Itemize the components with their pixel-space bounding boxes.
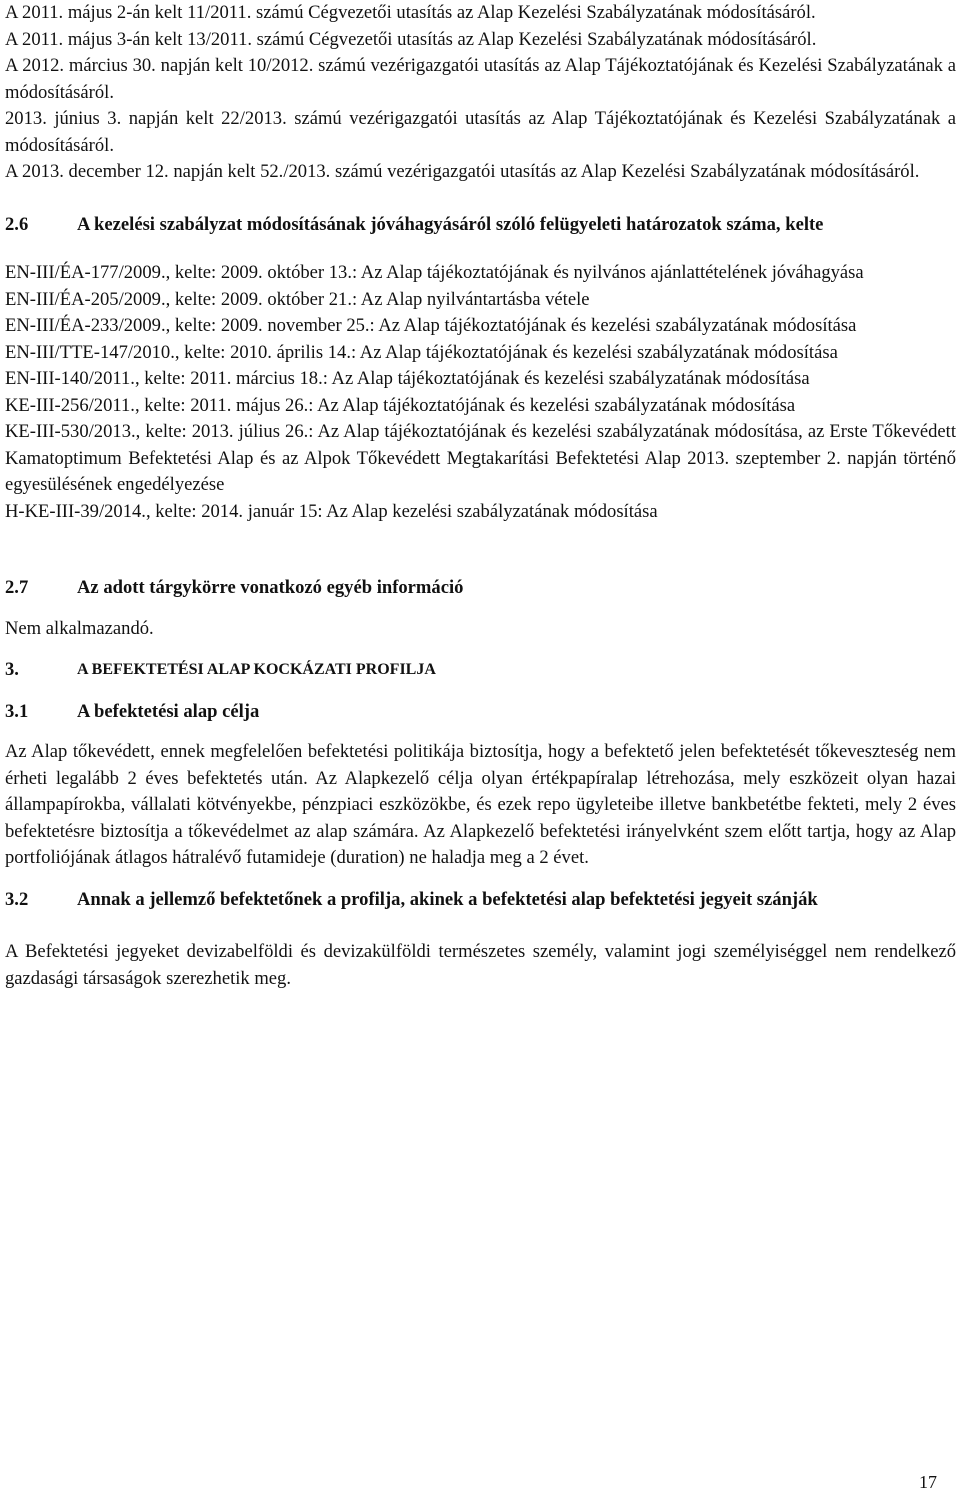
section-2-7-title: Az adott tárgykörre vonatkozó egyéb információ: [77, 577, 464, 598]
section-3-1-title: A befektetési alap célja: [77, 700, 260, 722]
approval-entry-1: EN-III/ÉA-177/2009., kelte: 2009. október 13.: Az Alap tájékoztatójának és nyilvános ajánlattételének jóváhagyása: [5, 262, 864, 283]
section-3-number: 3.: [5, 659, 19, 680]
section-2-6-heading: [5, 212, 956, 239]
intro-paragraph-5: A 2013. december 12. napján kelt 52./2013. számú vezérigazgatói utasítás az Alap Kezelési Szabályzatának módosításáról.: [5, 161, 920, 182]
section-3-heading: [5, 657, 956, 684]
page-number: 17: [919, 1472, 937, 1492]
intro-paragraph-1: A 2011. május 2-án kelt 11/2011. számú Cégvezetői utasítás az Alap Kezelési Szabályzatának módosításáról.: [5, 2, 816, 23]
section-3-2-body: A Befektetési jegyeket devizabelföldi és devizakülföldi természetes személy, valamint jogi személyiséggel nem rendelkező gazdasági társaságok szerezhetik meg.: [5, 941, 956, 989]
section-3-2-number: 3.2: [5, 888, 29, 910]
intro-paragraph-4: 2013. június 3. napján kelt 22/2013. számú vezérigazgatói utasítás az Alap Tájékoztatójának és Kezelési Szabályzatának a módosításáról.: [5, 108, 956, 156]
section-3-2-heading: [5, 887, 956, 914]
section-2-7-heading: [5, 575, 956, 602]
approval-entry-4: EN-III/TTE-147/2010., kelte: 2010. április 14.: Az Alap tájékoztatójának és kezelési szabályzatának módosítása: [5, 341, 838, 363]
intro-paragraph-2: A 2011. május 3-án kelt 13/2011. számú Cégvezetői utasítás az Alap Kezelési Szabályzatának módosításáról.: [5, 28, 817, 50]
section-3-1-number: 3.1: [5, 700, 29, 722]
section-2-6-number: 2.6: [5, 213, 29, 235]
section-3-title: A BEFEKTETÉSI ALAP KOCKÁZATI PROFILJA: [77, 661, 436, 678]
section-3-1-body: Az Alap tőkevédett, ennek megfelelően befektetési politikája biztosítja, hogy a befektető jelen befektetését tőkeveszteség nem érheti legalább 2 éves befektetés után. Az Alapkezelő célja olyan értékpapíralap létrehozása, mely eszközeit olyan hazai állampapírokba, vállalati kötvényekbe, pénzpiaci eszközökbe, és ezek repo ügyleteibe illetve bankbetétbe fekteti, mely 2 éves befektetésre biztosítja a tőkevédelmet az alap számára. Az Alapkezelő befektetési irányelvként szem előtt tartja, hogy az Alap portfoliójának átlagos hátralévő futamideje (duration) ne haladja meg a 2 évet.: [5, 741, 956, 868]
approval-entry-2: EN-III/ÉA-205/2009., kelte: 2009. október 21.: Az Alap nyilvántartásba vétele: [5, 288, 590, 310]
approval-entry-6: KE-III-256/2011., kelte: 2011. május 26.: Az Alap tájékoztatójának és kezelési szabályzatának módosítása: [5, 394, 796, 416]
section-3-2-title: Annak a jellemző befektetőnek a profilja, akinek a befektetési alap befektetési jegyeit szánják: [77, 888, 818, 910]
intro-paragraph-3: A 2012. március 30. napján kelt 10/2012. számú vezérigazgatói utasítás az Alap Tájékoztatójának és Kezelési Szabályzatának a módosításáról.: [5, 55, 956, 103]
approval-entry-5: EN-III-140/2011., kelte: 2011. március 18.: Az Alap tájékoztatójának és kezelési szabályzatának módosítása: [5, 368, 810, 389]
intro-paragraphs: [5, 0, 956, 186]
section-2-7-number: 2.7: [5, 577, 29, 598]
approval-list: [5, 260, 956, 525]
approval-entry-7: KE-III-530/2013., kelte: 2013. július 26.: Az Alap tájékoztatójának és kezelési szabályzatának módosítása, az Erste Tőkevédett Kamatoptimum Befektetési Alap és az Alpok Tőkevédett Megtakarítási Befektetési Alap 2013. szeptember 2. napján történő egyesülésének engedélyezése: [5, 421, 956, 495]
section-2-6-title: A kezelési szabályzat módosításának jóváhagyásáról szóló felügyeleti határozatok száma, kelte: [77, 213, 824, 235]
section-3-1-heading: [5, 699, 956, 726]
approval-entry-3: EN-III/ÉA-233/2009., kelte: 2009. november 25.: Az Alap tájékoztatójának és kezelési szabályzatának módosítása: [5, 315, 857, 336]
approval-entry-8: H-KE-III-39/2014., kelte: 2014. január 15: Az Alap kezelési szabályzatának módosítása: [5, 500, 658, 522]
section-2-7-body: Nem alkalmazandó.: [5, 617, 154, 639]
document-page: [5, 0, 956, 992]
